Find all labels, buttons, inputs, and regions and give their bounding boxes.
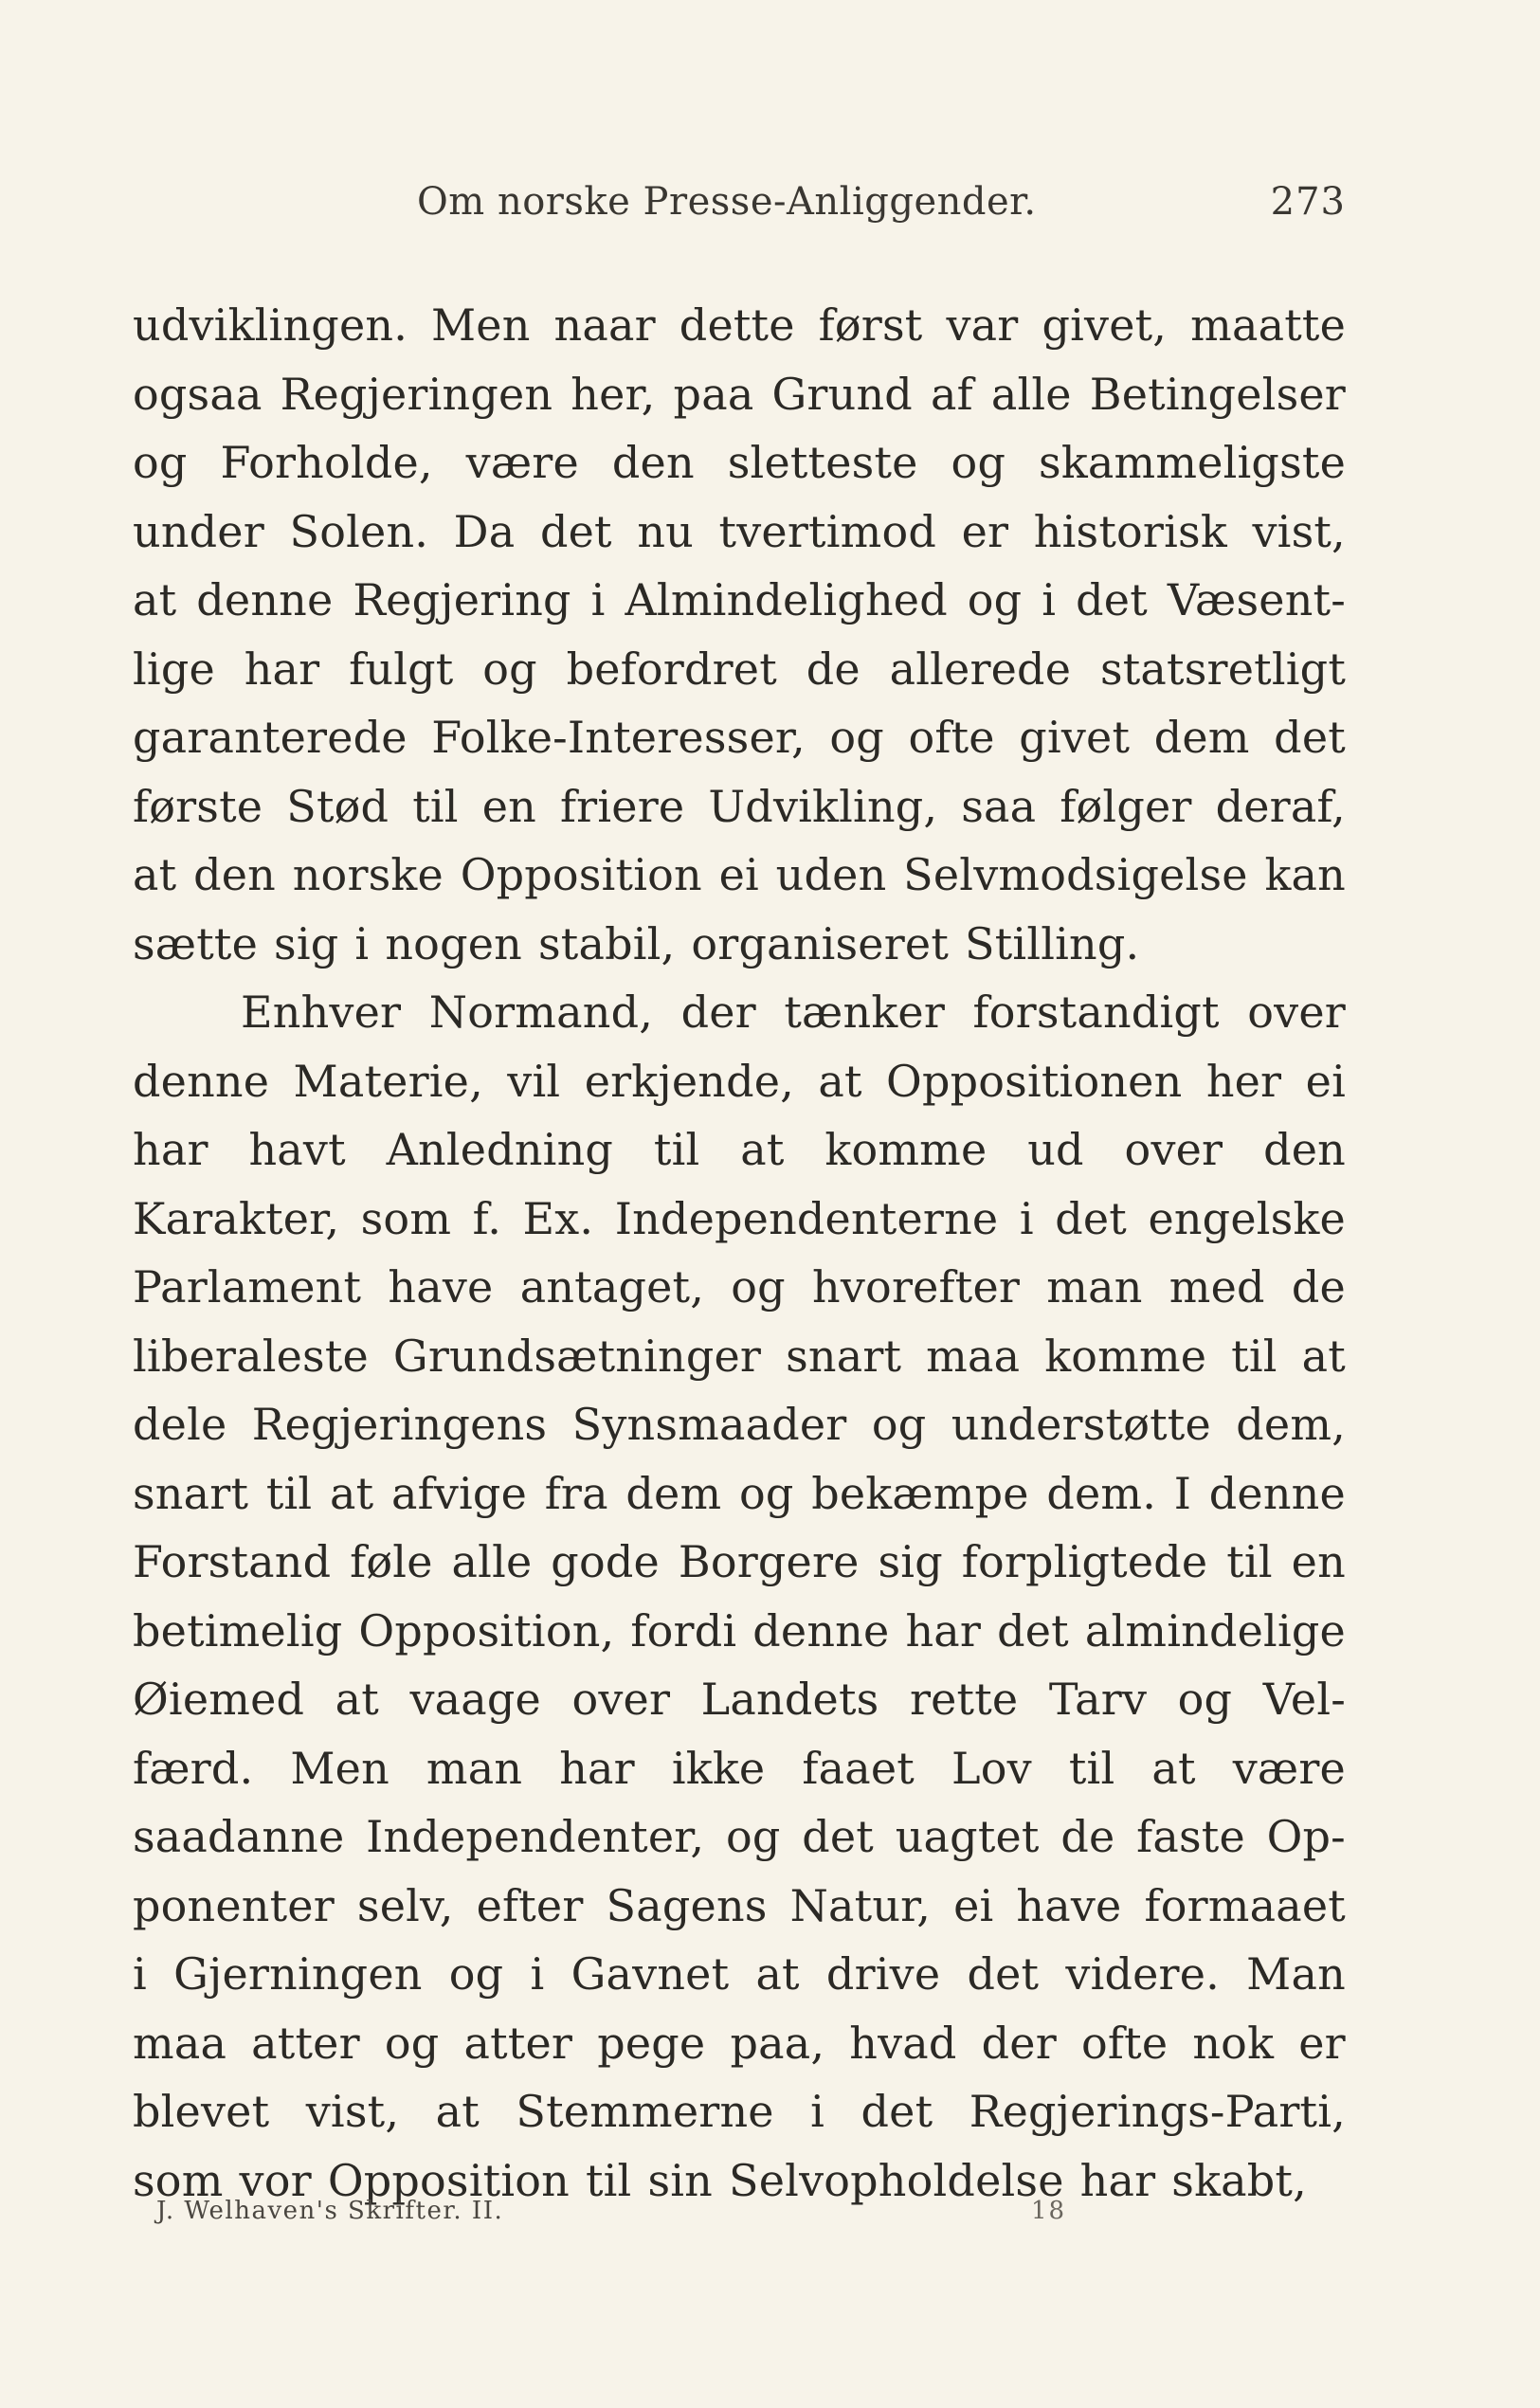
word: Materie,: [293, 1055, 483, 1107]
word: Øiemed: [133, 1674, 305, 1725]
word: uden: [775, 849, 887, 900]
word: her,: [571, 368, 656, 420]
word: paa: [673, 368, 754, 420]
word: Regjering: [353, 574, 571, 625]
word: først: [818, 299, 923, 351]
word: skabt,: [1171, 2154, 1307, 2206]
word: en: [1291, 1536, 1346, 1587]
text-line: [133, 910, 1346, 979]
word: ikke: [671, 1742, 766, 1794]
word: Men: [431, 299, 531, 351]
body-text: [133, 291, 1346, 2215]
word: hvorefter: [812, 1261, 1021, 1313]
word: engelske: [1148, 1192, 1346, 1244]
word: sin: [647, 2154, 714, 2206]
word: Regjeringens: [251, 1399, 548, 1450]
word: formaaet: [1144, 1879, 1346, 1931]
word: Betingelser: [1089, 368, 1346, 420]
printer-signature: J. Welhaven's Skrifter. II.: [156, 2197, 504, 2225]
word: har: [133, 1124, 208, 1175]
word: f.: [472, 1192, 502, 1244]
word: Parlament: [133, 1261, 362, 1313]
word: vist,: [1252, 505, 1346, 557]
word: tænker: [784, 987, 946, 1038]
word: ei: [953, 1879, 994, 1931]
word: forpligtede: [961, 1536, 1208, 1587]
word: liberaleste: [133, 1330, 369, 1382]
word: faaet: [802, 1742, 915, 1794]
text-line: [133, 772, 1346, 842]
word: ofte: [1081, 2017, 1169, 2069]
word: det: [997, 1604, 1069, 1657]
word: garanterede: [133, 712, 408, 763]
word: dem,: [1236, 1399, 1346, 1450]
word: at: [435, 2086, 480, 2137]
word: den: [611, 437, 695, 488]
word: fra: [544, 1467, 608, 1519]
word: under: [133, 505, 264, 557]
word: ogsaa: [133, 368, 263, 420]
word: man: [1046, 1261, 1143, 1313]
word: alle: [990, 368, 1072, 420]
word: historisk: [1033, 505, 1227, 557]
word: i: [133, 1948, 147, 2000]
word: understøtte: [951, 1399, 1211, 1450]
word: en: [481, 780, 536, 832]
word: og: [725, 1811, 781, 1862]
word: Opposition,: [358, 1604, 615, 1657]
word: antaget,: [519, 1261, 705, 1313]
word: vil: [507, 1055, 561, 1107]
word: og: [731, 1261, 786, 1313]
word: med: [1169, 1261, 1265, 1313]
word: ei: [718, 849, 759, 900]
word: denne: [752, 1604, 890, 1657]
word: Gavnet: [571, 1948, 730, 2000]
text-line: [133, 291, 1346, 360]
text-line: [133, 2077, 1346, 2146]
word: af: [930, 368, 973, 420]
word: Enhver: [241, 987, 402, 1038]
word: Forholde,: [220, 437, 433, 488]
word: den: [1263, 1124, 1346, 1175]
word: drive: [825, 1948, 941, 2000]
word: Udvikling,: [708, 780, 938, 832]
word: i: [1019, 1192, 1034, 1244]
word: at: [335, 1674, 379, 1725]
word: og: [448, 1948, 504, 2000]
word: var: [946, 299, 1019, 351]
word: Landets: [700, 1674, 879, 1725]
word: over: [1124, 1124, 1223, 1175]
word: Synsmaader: [571, 1399, 847, 1450]
running-header: [133, 171, 1346, 227]
text-line: [133, 635, 1346, 704]
word: ud: [1027, 1124, 1084, 1175]
word: Opposition: [460, 849, 702, 900]
word: alle: [451, 1536, 533, 1587]
word: Ex.: [522, 1192, 594, 1244]
word: deraf,: [1215, 780, 1346, 832]
word: til: [653, 1124, 700, 1175]
word: at: [330, 1467, 374, 1519]
word: Grundsætninger: [392, 1330, 762, 1382]
word: ofte: [908, 712, 995, 763]
text-line: [133, 978, 1346, 1047]
word: færd.: [133, 1742, 254, 1794]
word: Karakter,: [133, 1192, 340, 1244]
word: Stød: [286, 780, 390, 832]
word: og: [871, 1399, 927, 1450]
text-line: [133, 1597, 1346, 1666]
word: stabil,: [537, 917, 676, 969]
word: at: [1301, 1330, 1346, 1382]
word: dele: [133, 1399, 227, 1450]
word: er: [1298, 2017, 1346, 2069]
word: komme: [1044, 1330, 1207, 1382]
word: Oppositionen: [886, 1055, 1183, 1107]
page-footer: [156, 2197, 1104, 2244]
word: afvige: [390, 1467, 528, 1519]
text-line: [133, 1734, 1346, 1803]
word: denne: [1208, 1467, 1346, 1519]
word: føle: [350, 1536, 433, 1587]
text-line: [133, 841, 1346, 910]
word: erkjende,: [584, 1055, 794, 1107]
word: første: [133, 780, 263, 832]
word: fordi: [630, 1604, 737, 1657]
word: have: [1016, 1879, 1122, 1931]
word: Sagens: [606, 1879, 768, 1931]
word: de: [1060, 1811, 1115, 1862]
word: saa: [961, 780, 1037, 832]
word: at: [740, 1124, 785, 1175]
word: det: [861, 2086, 933, 2137]
word: naar: [553, 299, 656, 351]
word: atter: [463, 2017, 573, 2069]
word: pege: [597, 2017, 706, 2069]
word: at: [818, 1055, 862, 1107]
word: Stilling.: [965, 917, 1140, 969]
word: dem: [625, 1467, 722, 1519]
text-line: [133, 1115, 1346, 1185]
word: maatte: [1190, 299, 1346, 351]
word: Gjerningen: [173, 1948, 423, 2000]
word: vist,: [305, 2086, 400, 2137]
word: atter: [251, 2017, 360, 2069]
word: Men: [290, 1742, 390, 1794]
word: det: [967, 1948, 1040, 2000]
word: i: [1042, 574, 1057, 625]
word: Natur,: [789, 1879, 932, 1931]
word: i: [810, 2086, 825, 2137]
word: Grund: [771, 368, 913, 420]
word: ei: [1305, 1055, 1346, 1107]
word: og: [951, 437, 1006, 488]
text-line: [133, 1665, 1346, 1734]
text-line: [133, 1802, 1346, 1872]
word: friere: [559, 780, 685, 832]
word: Normand,: [428, 987, 654, 1038]
word: som: [360, 1192, 452, 1244]
word: sig: [274, 917, 339, 969]
word: forstandigt: [972, 987, 1220, 1038]
word: der: [981, 2017, 1057, 2069]
word: allerede: [889, 643, 1072, 695]
word: det: [802, 1811, 874, 1862]
word: til: [265, 1467, 313, 1519]
word: Independenter,: [366, 1811, 705, 1862]
word: at: [1151, 1742, 1196, 1794]
word: det: [1055, 1192, 1127, 1244]
word: og: [133, 437, 188, 488]
word: uagtet: [895, 1811, 1040, 1862]
text-line: [133, 1390, 1346, 1459]
word: norske: [292, 849, 444, 900]
word: fulgt: [349, 643, 454, 695]
text-line: [133, 428, 1346, 498]
word: Vel-: [1262, 1674, 1346, 1725]
word: maa: [133, 2017, 227, 2069]
word: Folke-Interesser,: [431, 712, 806, 763]
word: denne: [133, 1055, 270, 1107]
word: er: [961, 505, 1009, 557]
word: og: [482, 643, 537, 695]
word: nu: [637, 505, 694, 557]
text-line: [133, 1459, 1346, 1529]
word: over: [1247, 987, 1346, 1038]
word: givet,: [1042, 299, 1168, 351]
text-line: [133, 1322, 1346, 1391]
running-title: Om norske Presse-Anliggender.: [417, 180, 1037, 224]
word: nok: [1192, 2017, 1275, 2069]
word: Forstand: [133, 1536, 332, 1587]
word: tvertimod: [718, 505, 936, 557]
word: vor: [239, 2154, 312, 2206]
word: i: [354, 917, 370, 969]
word: følger: [1060, 780, 1192, 832]
word: i: [530, 1948, 545, 2000]
word: Op-: [1266, 1811, 1346, 1862]
word: Independenterne: [614, 1192, 999, 1244]
word: givet: [1019, 712, 1131, 763]
word: sig: [878, 1536, 943, 1587]
word: bekæmpe: [811, 1467, 1029, 1519]
word: har: [905, 1604, 982, 1657]
word: statsretligt: [1099, 643, 1346, 695]
word: her: [1205, 1055, 1282, 1107]
word: dette: [679, 299, 795, 351]
word: dem.: [1046, 1467, 1157, 1519]
word: lige: [133, 643, 215, 695]
word: maa: [926, 1330, 1021, 1382]
word: blevet: [133, 2086, 270, 2137]
word: det: [1274, 712, 1346, 763]
word: at: [133, 574, 177, 625]
word: og: [1177, 1674, 1233, 1725]
word: være: [1232, 1742, 1346, 1794]
text-line: [133, 1185, 1346, 1254]
word: i: [590, 574, 606, 625]
text-line: [133, 360, 1346, 429]
word: Væsent-: [1167, 574, 1346, 625]
word: har: [1079, 2154, 1156, 2206]
word: der: [680, 987, 756, 1038]
word: saadanne: [133, 1811, 345, 1862]
word: har: [244, 643, 320, 695]
word: selv,: [356, 1879, 454, 1931]
word: have: [388, 1261, 494, 1313]
word: Anledning: [386, 1124, 614, 1175]
word: Tarv: [1048, 1674, 1148, 1725]
word: ponenter: [133, 1879, 335, 1931]
word: Opposition: [327, 2154, 570, 2206]
text-line: [133, 1940, 1346, 2009]
word: den: [193, 849, 276, 900]
word: faste: [1136, 1811, 1245, 1862]
word: Man: [1246, 1948, 1346, 2000]
word: man: [426, 1742, 523, 1794]
word: sletteste: [727, 437, 918, 488]
text-line: [133, 1872, 1346, 1941]
text-line: [133, 1047, 1346, 1116]
word: Stemmerne: [516, 2086, 774, 2137]
word: gode: [551, 1536, 660, 1587]
word: Regjerings-Parti,: [969, 2086, 1346, 2137]
word: Solen.: [289, 505, 429, 557]
word: har: [559, 1742, 635, 1794]
word: rette: [909, 1674, 1019, 1725]
word: snart: [133, 1467, 249, 1519]
word: det: [1076, 574, 1148, 625]
word: til: [1231, 1330, 1277, 1382]
word: I: [1173, 1467, 1192, 1519]
text-line: [133, 2009, 1346, 2078]
word: hvad: [849, 2017, 957, 2069]
word: til: [1226, 1536, 1273, 1587]
word: Almindelighed: [625, 574, 948, 625]
word: over: [571, 1674, 671, 1725]
word: befordret: [566, 643, 777, 695]
word: Selvmodsigelse: [903, 849, 1248, 900]
word: Selvopholdelse: [729, 2154, 1064, 2206]
word: vaage: [409, 1674, 541, 1725]
word: snart: [786, 1330, 902, 1382]
page-number: 273: [1270, 180, 1346, 224]
word: til: [412, 780, 459, 832]
word: sætte: [133, 917, 259, 969]
word: og: [738, 1467, 794, 1519]
word: denne: [196, 574, 334, 625]
word: betimelig: [133, 1604, 343, 1657]
word: komme: [824, 1124, 987, 1175]
word: organiseret: [691, 917, 950, 969]
word: og: [967, 574, 1023, 625]
word: videre.: [1065, 1948, 1220, 2000]
word: kan: [1264, 849, 1346, 900]
word: det: [539, 505, 612, 557]
word: havt: [248, 1124, 346, 1175]
word: Borgere: [678, 1536, 860, 1587]
word: de: [1291, 1261, 1346, 1313]
word: Regjeringen: [280, 368, 553, 420]
word: paa,: [730, 2017, 825, 2069]
word: skammeligste: [1039, 437, 1346, 488]
word: og: [384, 2017, 440, 2069]
word: dem: [1153, 712, 1250, 763]
word: almindelige: [1084, 1604, 1346, 1657]
word: til: [585, 2154, 632, 2206]
text-line: [133, 498, 1346, 567]
word: efter: [476, 1879, 584, 1931]
text-line: [133, 566, 1346, 635]
word: til: [1068, 1742, 1115, 1794]
signature-mark: 18: [1031, 2197, 1067, 2225]
word: at: [755, 1948, 800, 2000]
word: de: [806, 643, 861, 695]
word: nogen: [385, 917, 522, 969]
text-line: [133, 1253, 1346, 1322]
word: Lov: [951, 1742, 1032, 1794]
word: udviklingen.: [133, 299, 408, 351]
word: at: [133, 849, 177, 900]
text-line: [133, 1528, 1346, 1597]
word: og: [829, 712, 884, 763]
text-line: [133, 703, 1346, 772]
word: som: [133, 2154, 224, 2206]
word: være: [465, 437, 579, 488]
word: Da: [453, 505, 516, 557]
